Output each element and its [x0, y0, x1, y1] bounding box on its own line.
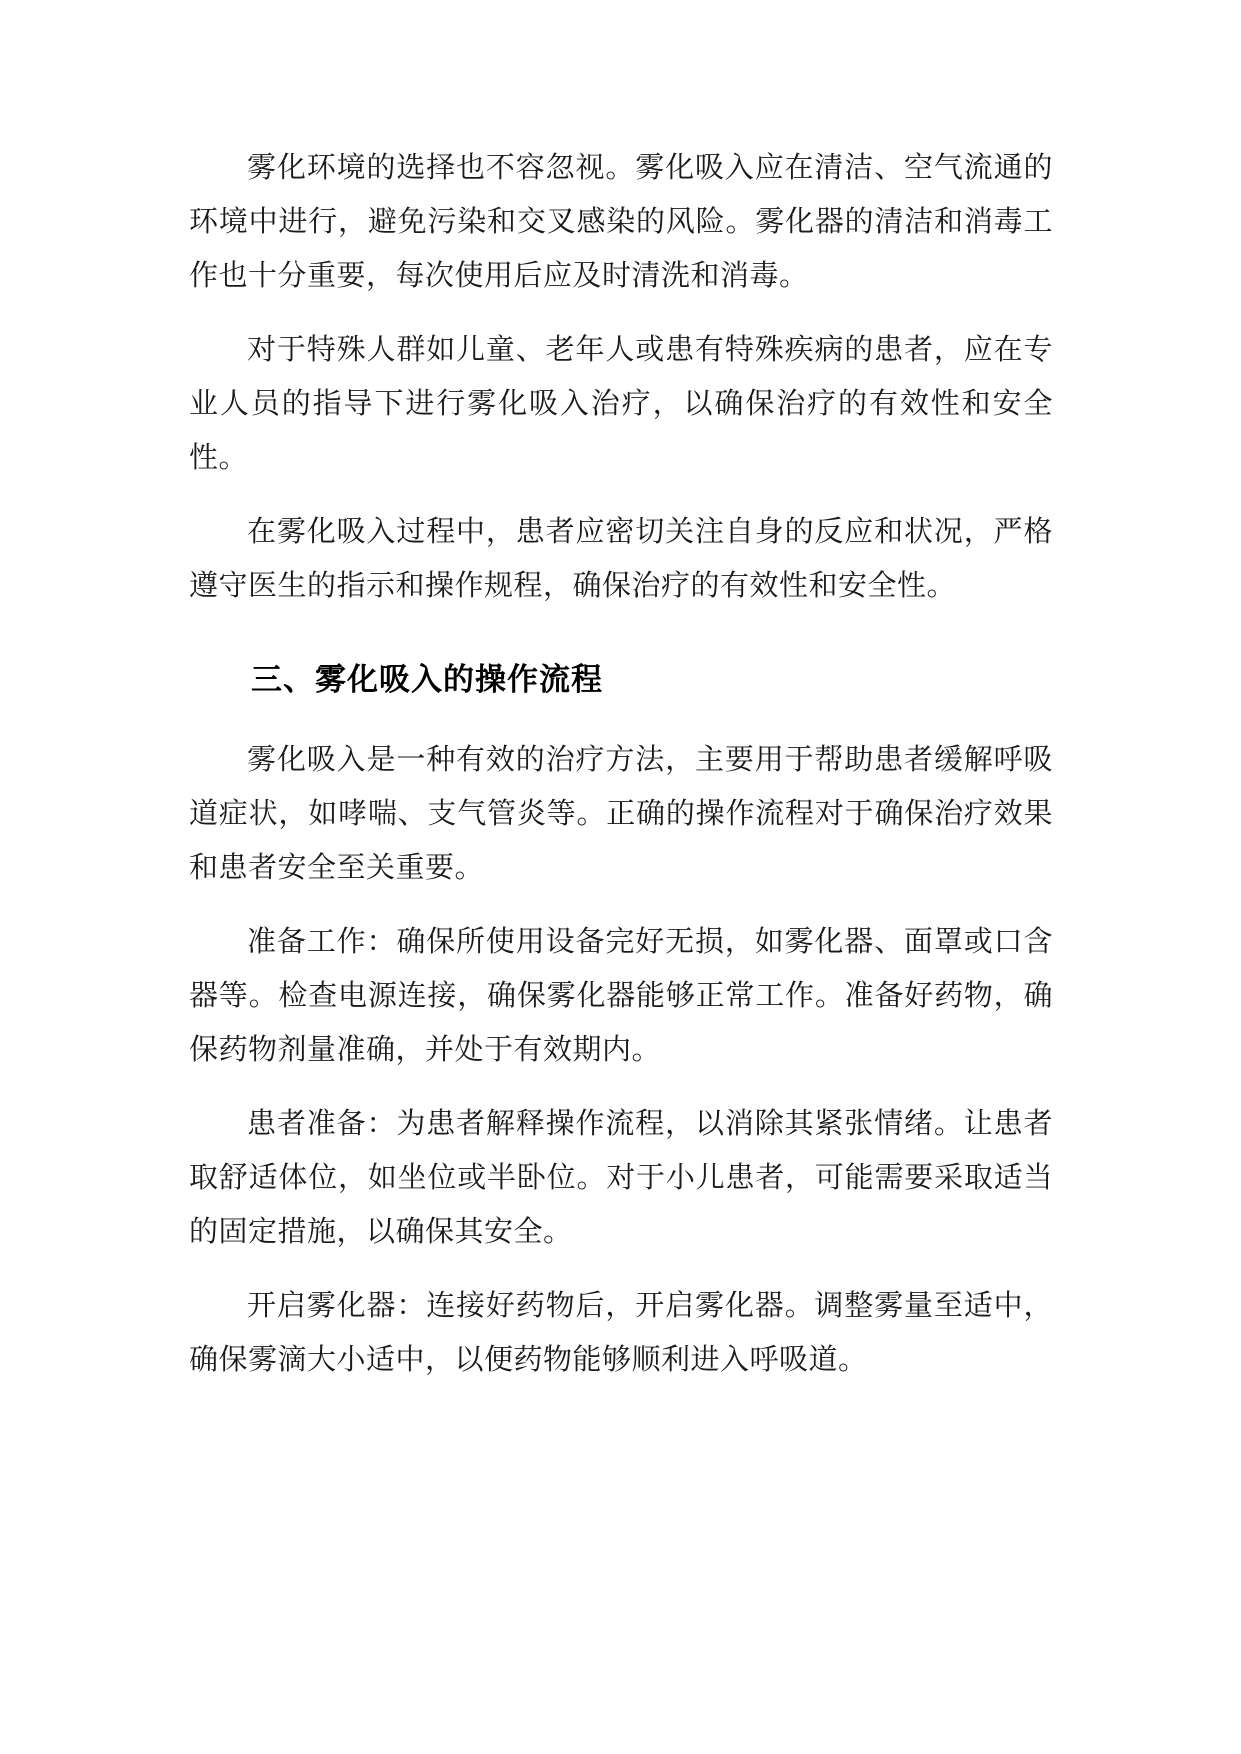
- document-body: [189, 140, 1053, 1406]
- paragraph-patient-preparation: 患者准备：为患者解释操作流程，以消除其紧张情绪。让患者取舒适体位，如坐位或半卧位。对于小儿患者，可能需要采取适当的固定措施，以确保其安全。: [189, 1106, 1053, 1248]
- paragraph-environment: 雾化环境的选择也不容忽视。雾化吸入应在清洁、空气流通的环境中进行，避免污染和交叉感染的风险。雾化器的清洁和消毒工作也十分重要，每次使用后应及时清洗和消毒。: [189, 150, 1053, 292]
- paragraph-start-nebulizer: 开启雾化器：连接好药物后，开启雾化器。调整雾量至适中，确保雾滴大小适中，以便药物能够顺利进入呼吸道。: [189, 1288, 1053, 1376]
- paragraph-introduction: 雾化吸入是一种有效的治疗方法，主要用于帮助患者缓解呼吸道症状，如哮喘、支气管炎等。正确的操作流程对于确保治疗效果和患者安全至关重要。: [189, 742, 1053, 884]
- paragraph-preparation: 准备工作：确保所使用设备完好无损，如雾化器、面罩或口含器等。检查电源连接，确保雾化器能够正常工作。准备好药物，确保药物剂量准确，并处于有效期内。: [189, 924, 1053, 1066]
- paragraph-special-groups: 对于特殊人群如儿童、老年人或患有特殊疾病的患者，应在专业人员的指导下进行雾化吸入治疗，以确保治疗的有效性和安全性。: [189, 332, 1053, 474]
- paragraph-monitoring: 在雾化吸入过程中，患者应密切关注自身的反应和状况，严格遵守医生的指示和操作规程，确保治疗的有效性和安全性。: [189, 514, 1053, 602]
- section-heading: 三、雾化吸入的操作流程: [251, 662, 603, 698]
